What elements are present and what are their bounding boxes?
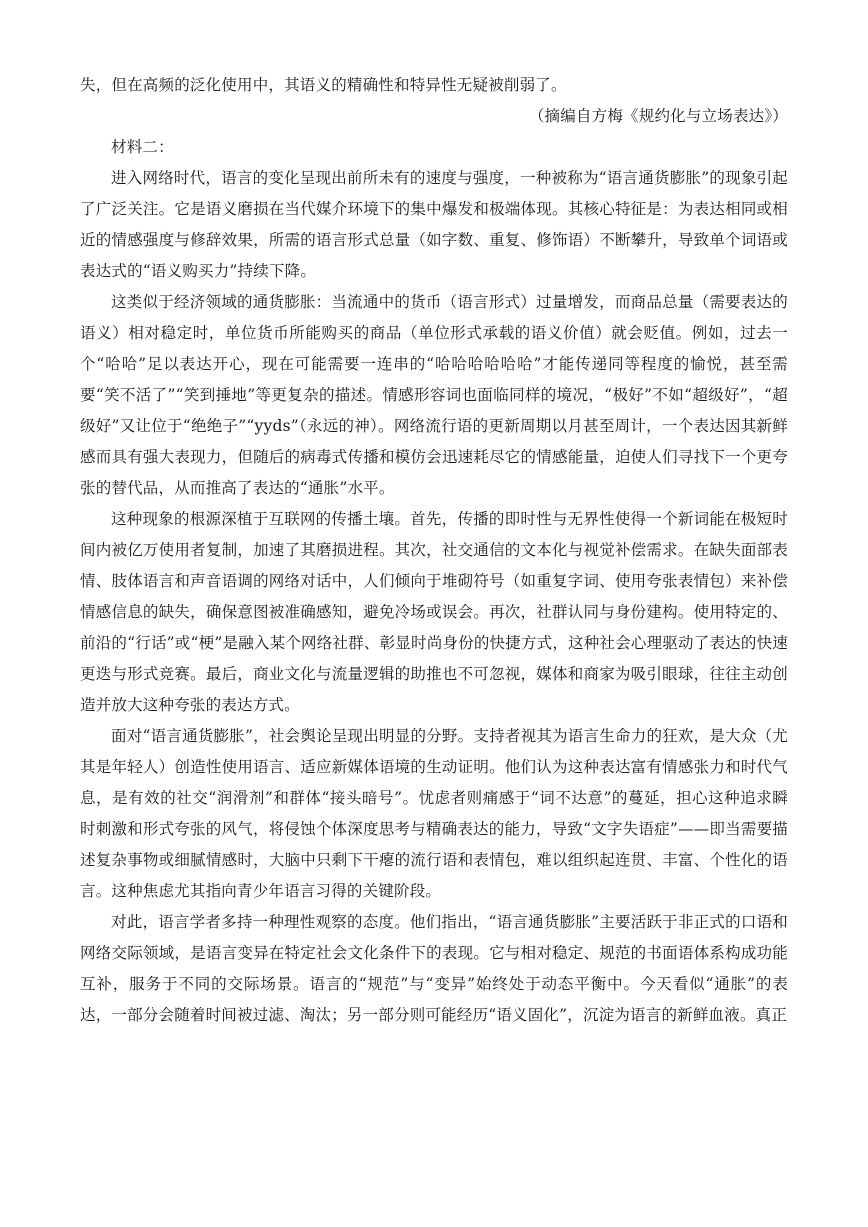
paragraph-5: 对此，语言学者多持一种理性观察的态度。他们指出，“语言通货膨胀”主要活跃于非正式的口语和网络交际领域，是语言变异在特定社会文化条件下的表现。它与相对稳定、规范的书面语体系构成功能互补，服务于不同的交际场景。语言的“规范”与“变异”始终处于动态平衡中。今天看似“通胀”的表达，一部分会随着时间被过滤、淘汰；另一部分则可能经历“语义固化”，沉淀为语言的新鲜血液。真正 <box>80 913 788 1024</box>
source-citation: （摘编自方梅《规约化与立场表达》） <box>528 107 788 125</box>
paragraph-1: 进入网络时代，语言的变化呈现出前所未有的速度与强度，一种被称为“语言通货膨胀”的现象引起了广泛关注。它是语义磨损在当代媒介环境下的集中爆发和极端体现。其核心特征是：为表达相同或相近的情感强度与修辞效果，所需的语言形式总量（如字数、重复、修饰语）不断攀升，导致单个词语或表达式的“语义购买力”持续下降。 <box>80 169 788 280</box>
continued-paragraph: 失，但在高频的泛化使用中，其语义的精确性和特异性无疑被削弱了。 <box>80 76 567 94</box>
document-page <box>80 70 788 1031</box>
paragraph-3: 这种现象的根源深植于互联网的传播土壤。首先，传播的即时性与无界性使得一个新词能在极短时间内被亿万使用者复制，加速了其磨损进程。其次，社交通信的文本化与视觉补偿需求。在缺失面部表情、肢体语言和声音语调的网络对话中，人们倾向于堆砌符号（如重复字词、使用夸张表情包）来补偿情感信息的缺失，确保意图被准确感知，避免冷场或误会。再次，社群认同与身份建构。使用特定的、前沿的“行话”或“梗”是融入某个网络社群、彰显时尚身份的快捷方式，这种社会心理驱动了表达的快速更迭与形式竞赛。最后，商业文化与流量逻辑的助推也不可忽视，媒体和商家为吸引眼球，往往主动创造并放大这种夸张的表达方式。 <box>80 510 788 714</box>
paragraph-4: 面对“语言通货膨胀”，社会舆论呈现出明显的分野。支持者视其为语言生命力的狂欢，是大众（尤其是年轻人）创造性使用语言、适应新媒体语境的生动证明。他们认为这种表达富有情感张力和时代气息，是有效的社交“润滑剂”和群体“接头暗号”。忧虑者则痛感于“词不达意”的蔓延，担心这种追求瞬时刺激和形式夸张的风气，将侵蚀个体深度思考与精确表达的能力，导致“文字失语症”——即当需要描述复杂事物或细腻情感时，大脑中只剩下干瘪的流行语和表情包，难以组织起连贯、丰富、个性化的语言。这种焦虑尤其指向青少年语言习得的关键阶段。 <box>80 727 788 900</box>
paragraph-2: 这类似于经济领域的通货膨胀：当流通中的货币（语言形式）过量增发，而商品总量（需要表达的语义）相对稳定时，单位货币所能购买的商品（单位形式承载的语义价值）就会贬值。例如，过去一个“哈哈”足以表达开心，现在可能需要一连串的“哈哈哈哈哈哈”才能传递同等程度的愉悦，甚至需要“笑不活了”“笑到捶地”等更复杂的描述。情感形容词也面临同样的境况，“极好”不如“超级好”，“超级好”又让位于“绝绝子”“yyds”（永远的神）。网络流行语的更新周期以月甚至周计，一个表达因其新鲜感而具有强大表现力，但随后的病毒式传播和模仿会迅速耗尽它的情感能量，迫使人们寻找下一个更夸张的替代品，从而推高了表达的“通胀”水平。 <box>80 293 788 497</box>
section-heading: 材料二： <box>111 138 174 156</box>
